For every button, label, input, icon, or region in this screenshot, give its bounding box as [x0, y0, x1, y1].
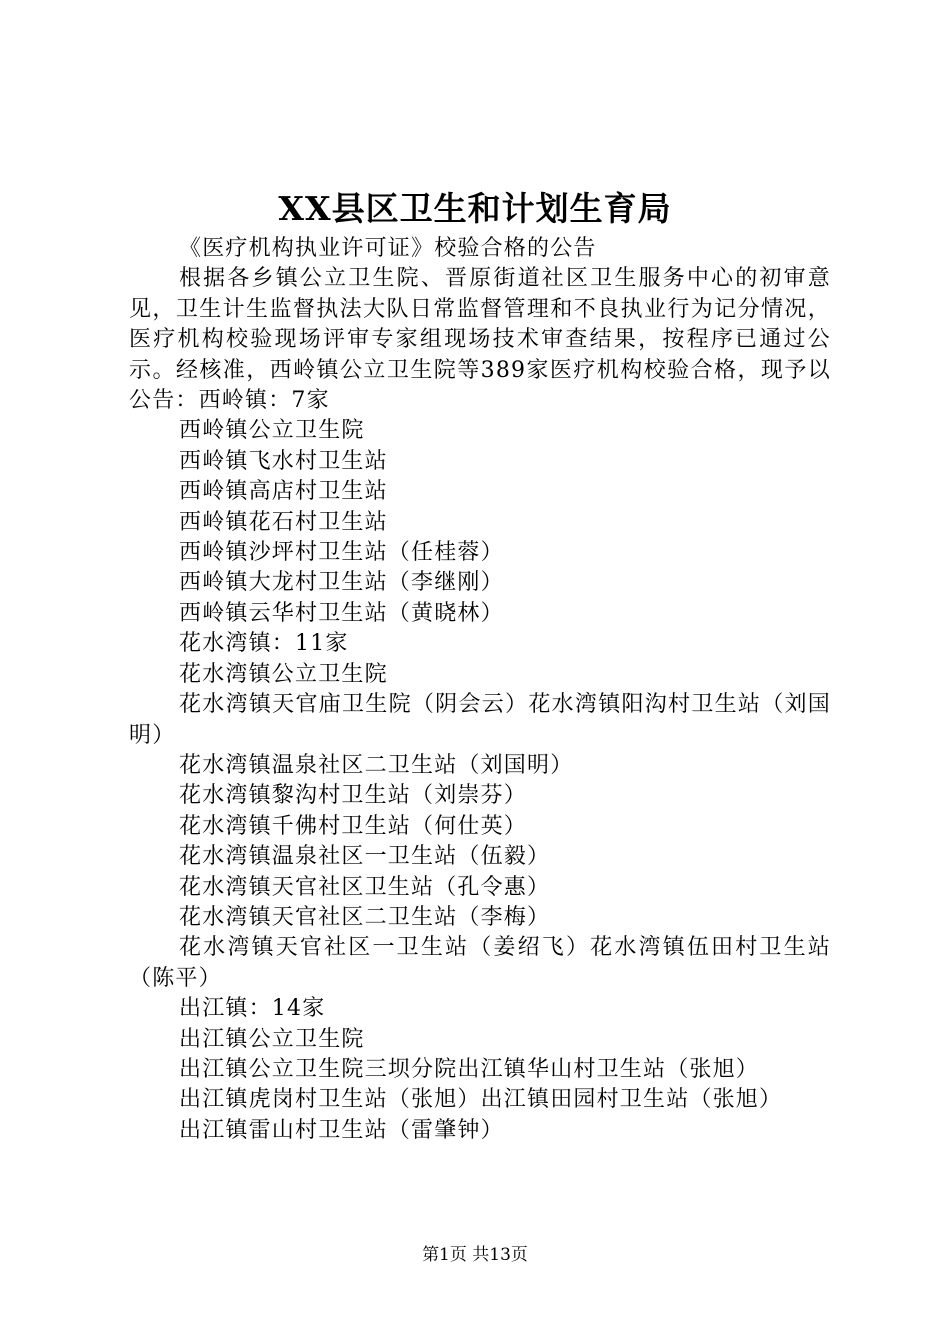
list-item: 花水湾镇天官社区二卫生站（李梅）: [179, 904, 551, 930]
list-item: 花水湾镇黎沟村卫生站（刘崇芬）: [179, 783, 528, 809]
list-item: 西岭镇飞水村卫生站: [179, 448, 388, 474]
list-item: 花水湾镇千佛村卫生站（何仕英）: [179, 813, 528, 839]
list-item: 花水湾镇温泉社区一卫生站（伍毅）: [179, 844, 551, 870]
list-item: 西岭镇公立卫生院: [179, 418, 365, 444]
section-heading: 出江镇：14家: [179, 996, 326, 1022]
list-item: 花水湾镇天官庙卫生院（阴会云）花水湾镇阳沟村卫生站（刘国明）: [129, 692, 831, 748]
list-item: 出江镇公立卫生院: [179, 1026, 365, 1052]
notice-heading: 《医疗机构执业许可证》校验合格的公告: [179, 236, 597, 261]
list-item: 出江镇雷山村卫生站（雷肇钟）: [179, 1117, 504, 1143]
list-item: 花水湾镇天官社区卫生站（孔令惠）: [179, 874, 551, 900]
list-item: 西岭镇高店村卫生站: [179, 479, 388, 505]
list-item: 花水湾镇温泉社区二卫生站（刘国明）: [179, 752, 574, 778]
page-footer: 第1页 共13页: [422, 1245, 528, 1265]
section-heading: 花水湾镇：11家: [179, 631, 349, 657]
list-item: 出江镇虎岗村卫生站（张旭）出江镇田园村卫生站（张旭）: [179, 1087, 783, 1113]
list-item: 出江镇公立卫生院三坝分院出江镇华山村卫生站（张旭）: [179, 1056, 760, 1082]
list-item: 西岭镇大龙村卫生站（李继刚）: [179, 570, 504, 596]
list-item: 花水湾镇天官社区一卫生站（姜绍飞）花水湾镇伍田村卫生站（陈平）: [129, 935, 831, 991]
list-item: 西岭镇花石村卫生站: [179, 509, 388, 535]
list-item: 西岭镇沙坪村卫生站（任桂蓉）: [179, 540, 504, 566]
document-body: [129, 234, 831, 1146]
document-title: XX县区卫生和计划生育局: [278, 189, 672, 228]
list-item: 花水湾镇公立卫生院: [179, 661, 388, 687]
intro-paragraph: 根据各乡镇公立卫生院、晋原街道社区卫生服务中心的初审意见，卫生计生监督执法大队日常监督管理和不良执业行为记分情况，医疗机构校验现场评审专家组现场技术审查结果，按程序已通过公示。经核准，西岭镇公立卫生院等389家医疗机构校验合格，现予以公告：西岭镇：7家: [129, 266, 831, 414]
list-item: 西岭镇云华村卫生站（黄晓林）: [179, 600, 504, 626]
